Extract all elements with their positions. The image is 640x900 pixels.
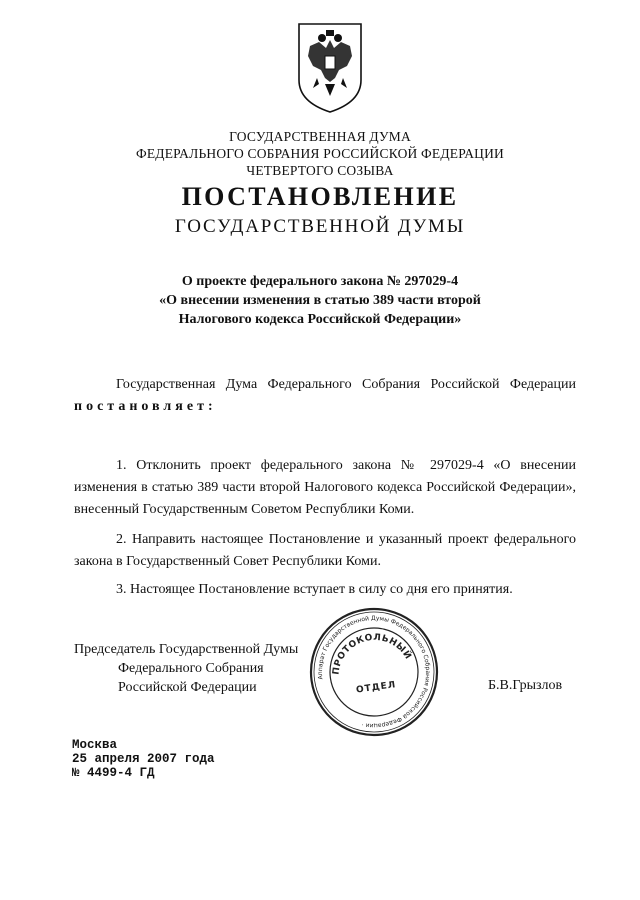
resolution-item-1: 1. Отклонить проект федерального закона № 297029-4 «О внесении изменения в статью 389 части второй Налогового кодекса Российской Федерации», внесенный Государственным Советом Республики Коми. bbox=[74, 458, 576, 517]
resolution-item-2: 2. Направить настоящее Постановление и указанный проект федерального закона в Государственный Совет Республики Коми. bbox=[74, 532, 576, 569]
signatory-title-line-2: Федерального Собрания bbox=[118, 661, 264, 676]
footer-city: Москва bbox=[72, 738, 118, 752]
issuer-header bbox=[0, 128, 640, 179]
svg-text:Аппарат Государственной Думы Ф: Аппарат Государственной Думы Федерального Собрания Российской Федерации · bbox=[316, 614, 432, 730]
subject-line-2: «О внесении изменения в статью 389 части второй bbox=[159, 293, 481, 308]
preamble-text: Государственная Дума Федерального Собрания Российской Федерации bbox=[116, 377, 576, 392]
document-subject bbox=[0, 272, 640, 329]
signatory-name: Б.В.Грызлов bbox=[488, 678, 563, 693]
svg-text:ПРОТОКОЛЬНЫЙ: ПРОТОКОЛЬНЫЙ bbox=[331, 632, 413, 676]
preamble-paragraph bbox=[74, 374, 576, 418]
footer-number: № 4499-4 ГД bbox=[72, 766, 155, 780]
official-stamp-icon bbox=[308, 606, 440, 738]
signatory-title bbox=[74, 640, 298, 697]
header-line-2: ФЕДЕРАЛЬНОГО СОБРАНИЯ РОССИЙСКОЙ ФЕДЕРАЦИИ bbox=[136, 146, 504, 161]
document-footer bbox=[72, 738, 215, 780]
document-type-subtitle: ГОСУДАРСТВЕННОЙ ДУМЫ bbox=[174, 216, 466, 237]
document-type-title: ПОСТАНОВЛЕНИЕ bbox=[181, 182, 459, 211]
subject-line-3: Налогового кодекса Российской Федерации» bbox=[178, 312, 462, 327]
preamble-verb: постановляет: bbox=[74, 399, 217, 414]
subject-line-1: О проекте федерального закона № 297029-4 bbox=[181, 274, 459, 289]
svg-text:ОТДЕЛ: ОТДЕЛ bbox=[355, 680, 397, 696]
signatory-title-line-1: Председатель Государственной Думы bbox=[74, 642, 299, 657]
coat-of-arms-icon bbox=[295, 22, 365, 114]
header-line-3: ЧЕТВЕРТОГО СОЗЫВА bbox=[246, 163, 394, 178]
signatory-title-line-3: Российской Федерации bbox=[118, 680, 257, 695]
resolution-item-3: 3. Настоящее Постановление вступает в силу со дня его принятия. bbox=[116, 582, 513, 597]
header-line-1: ГОСУДАРСТВЕННАЯ ДУМА bbox=[229, 129, 411, 144]
footer-date: 25 апреля 2007 года bbox=[72, 752, 215, 766]
